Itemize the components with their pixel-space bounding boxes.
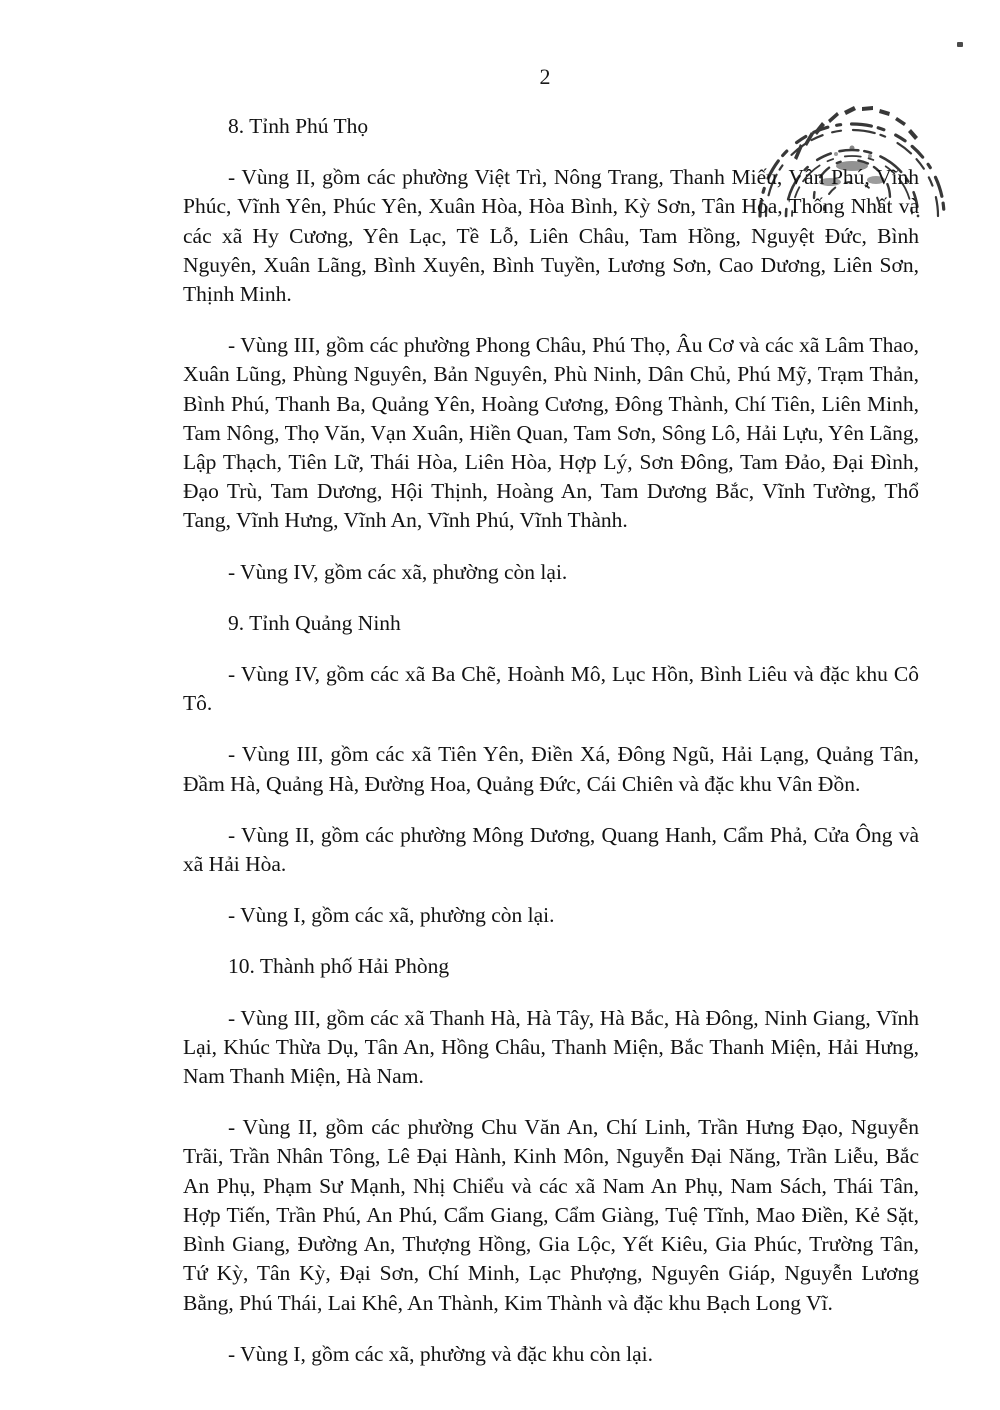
scan-speck-artifact: [957, 42, 963, 47]
spacer: [183, 1318, 919, 1340]
spacer: [183, 536, 919, 558]
section-heading-quang-ninh: 9. Tỉnh Quảng Ninh: [228, 610, 401, 635]
paragraph-quang-ninh-vung-2: - Vùng II, gồm các phường Mông Dương, Quang Hanh, Cẩm Phả, Cửa Ông và xã Hải Hòa.: [183, 822, 919, 877]
paragraph-hai-phong-vung-1: - Vùng I, gồm các xã, phường và đặc khu còn lại.: [228, 1341, 654, 1366]
document-body: [183, 112, 919, 1369]
paragraph-hai-phong-vung-3: - Vùng III, gồm các xã Thanh Hà, Hà Tây, Hà Bắc, Hà Đông, Ninh Giang, Vĩnh Lại, Khúc Thừa Dụ, Tân An, Hồng Châu, Thanh Miện, Bắc Thanh Miện, Hải Hưng, Nam Thanh Miện, Hà Nam.: [183, 1005, 919, 1089]
paragraph-phu-tho-vung-4: - Vùng IV, gồm các xã, phường còn lại.: [228, 559, 568, 584]
page-number: 2: [539, 64, 551, 89]
spacer: [183, 309, 919, 331]
section-heading-phu-tho: 8. Tỉnh Phú Thọ: [228, 114, 369, 138]
spacer: [183, 718, 919, 740]
paragraph-hai-phong-vung-2: - Vùng II, gồm các phường Chu Văn An, Chí Linh, Trần Hưng Đạo, Nguyễn Trãi, Trần Nhân Tông, Lê Đại Hành, Kinh Môn, Nguyễn Đại Năng, Trần Liễu, Bắc An Phụ, Phạm Sư Mạnh, Nhị Chiểu và các xã Nam An Phụ, Nam Sách, Thái Tân, Hợp Tiến, Trần Phú, An Phú, Cẩm Giang, Cẩm Giàng, Tuệ Tĩnh, Mao Điền, Kẻ Sặt, Bình Giang, Đường An, Thượng Hồng, Gia Lộc, Yết Kiêu, Gia Phúc, Trường Tân, Tứ Kỳ, Tân Kỳ, Đại Sơn, Chí Minh, Lạc Phượng, Nguyên Giáp, Nguyễn Lương Bằng, Phú Thái, Lai Khê, An Thành, Kim Thành và đặc khu Bạch Long Vĩ.: [183, 1115, 919, 1315]
spacer: [183, 982, 919, 1004]
spacer: [183, 1091, 919, 1113]
paragraph-quang-ninh-vung-1: - Vùng I, gồm các xã, phường còn lại.: [228, 903, 555, 928]
spacer: [183, 638, 919, 660]
paragraph-quang-ninh-vung-3: - Vùng III, gồm các xã Tiên Yên, Điền Xá, Đông Ngũ, Hải Lạng, Quảng Tân, Đầm Hà, Quảng Hà, Đường Hoa, Quảng Đức, Cái Chiên và đặc khu Vân Đồn.: [183, 742, 919, 796]
spacer: [183, 141, 919, 163]
paragraph-phu-tho-vung-3: - Vùng III, gồm các phường Phong Châu, Phú Thọ, Âu Cơ và các xã Lâm Thao, Xuân Lũng, Phùng Nguyên, Bản Nguyên, Phù Ninh, Dân Chủ, Phú Mỹ, Trạm Thản, Bình Phú, Thanh Ba, Quảng Yên, Hoàng Cương, Đông Thành, Chí Tiên, Liên Minh, Tam Nông, Thọ Văn, Vạn Xuân, Hiền Quan, Tam Sơn, Sông Lô, Hải Lựu, Yên Lãng, Lập Thạch, Tiên Lữ, Thái Hòa, Liên Hòa, Hợp Lý, Sơn Đông, Tam Đảo, Đại Đình, Đạo Trù, Tam Dương, Hội Thịnh, Hoàng An, Tam Dương Bắc, Vĩnh Tường, Thổ Tang, Vĩnh Hưng, Vĩnh An, Vĩnh Phú, Vĩnh Thành.: [183, 333, 919, 533]
spacer: [183, 799, 919, 821]
section-heading-hai-phong: 10. Thành phố Hải Phòng: [228, 954, 450, 979]
paragraph-phu-tho-vung-2: - Vùng II, gồm các phường Việt Trì, Nông Trang, Thanh Miếu, Vân Phú, Vĩnh Phúc, Vĩnh Yên, Phúc Yên, Xuân Hòa, Hòa Bình, Kỳ Sơn, Tân Hòa, Thống Nhất và các xã Hy Cương, Yên Lạc, Tề Lỗ, Liên Châu, Tam Hồng, Nguyệt Đức, Bình Nguyên, Xuân Lãng, Bình Xuyên, Bình Tuyền, Lương Sơn, Cao Dương, Liên Sơn, Thịnh Minh.: [183, 165, 919, 307]
spacer: [183, 587, 919, 609]
spacer: [183, 930, 919, 952]
paragraph-quang-ninh-vung-4: - Vùng IV, gồm các xã Ba Chẽ, Hoành Mô, Lục Hồn, Bình Liêu và đặc khu Cô Tô.: [183, 662, 919, 716]
spacer: [183, 879, 919, 901]
